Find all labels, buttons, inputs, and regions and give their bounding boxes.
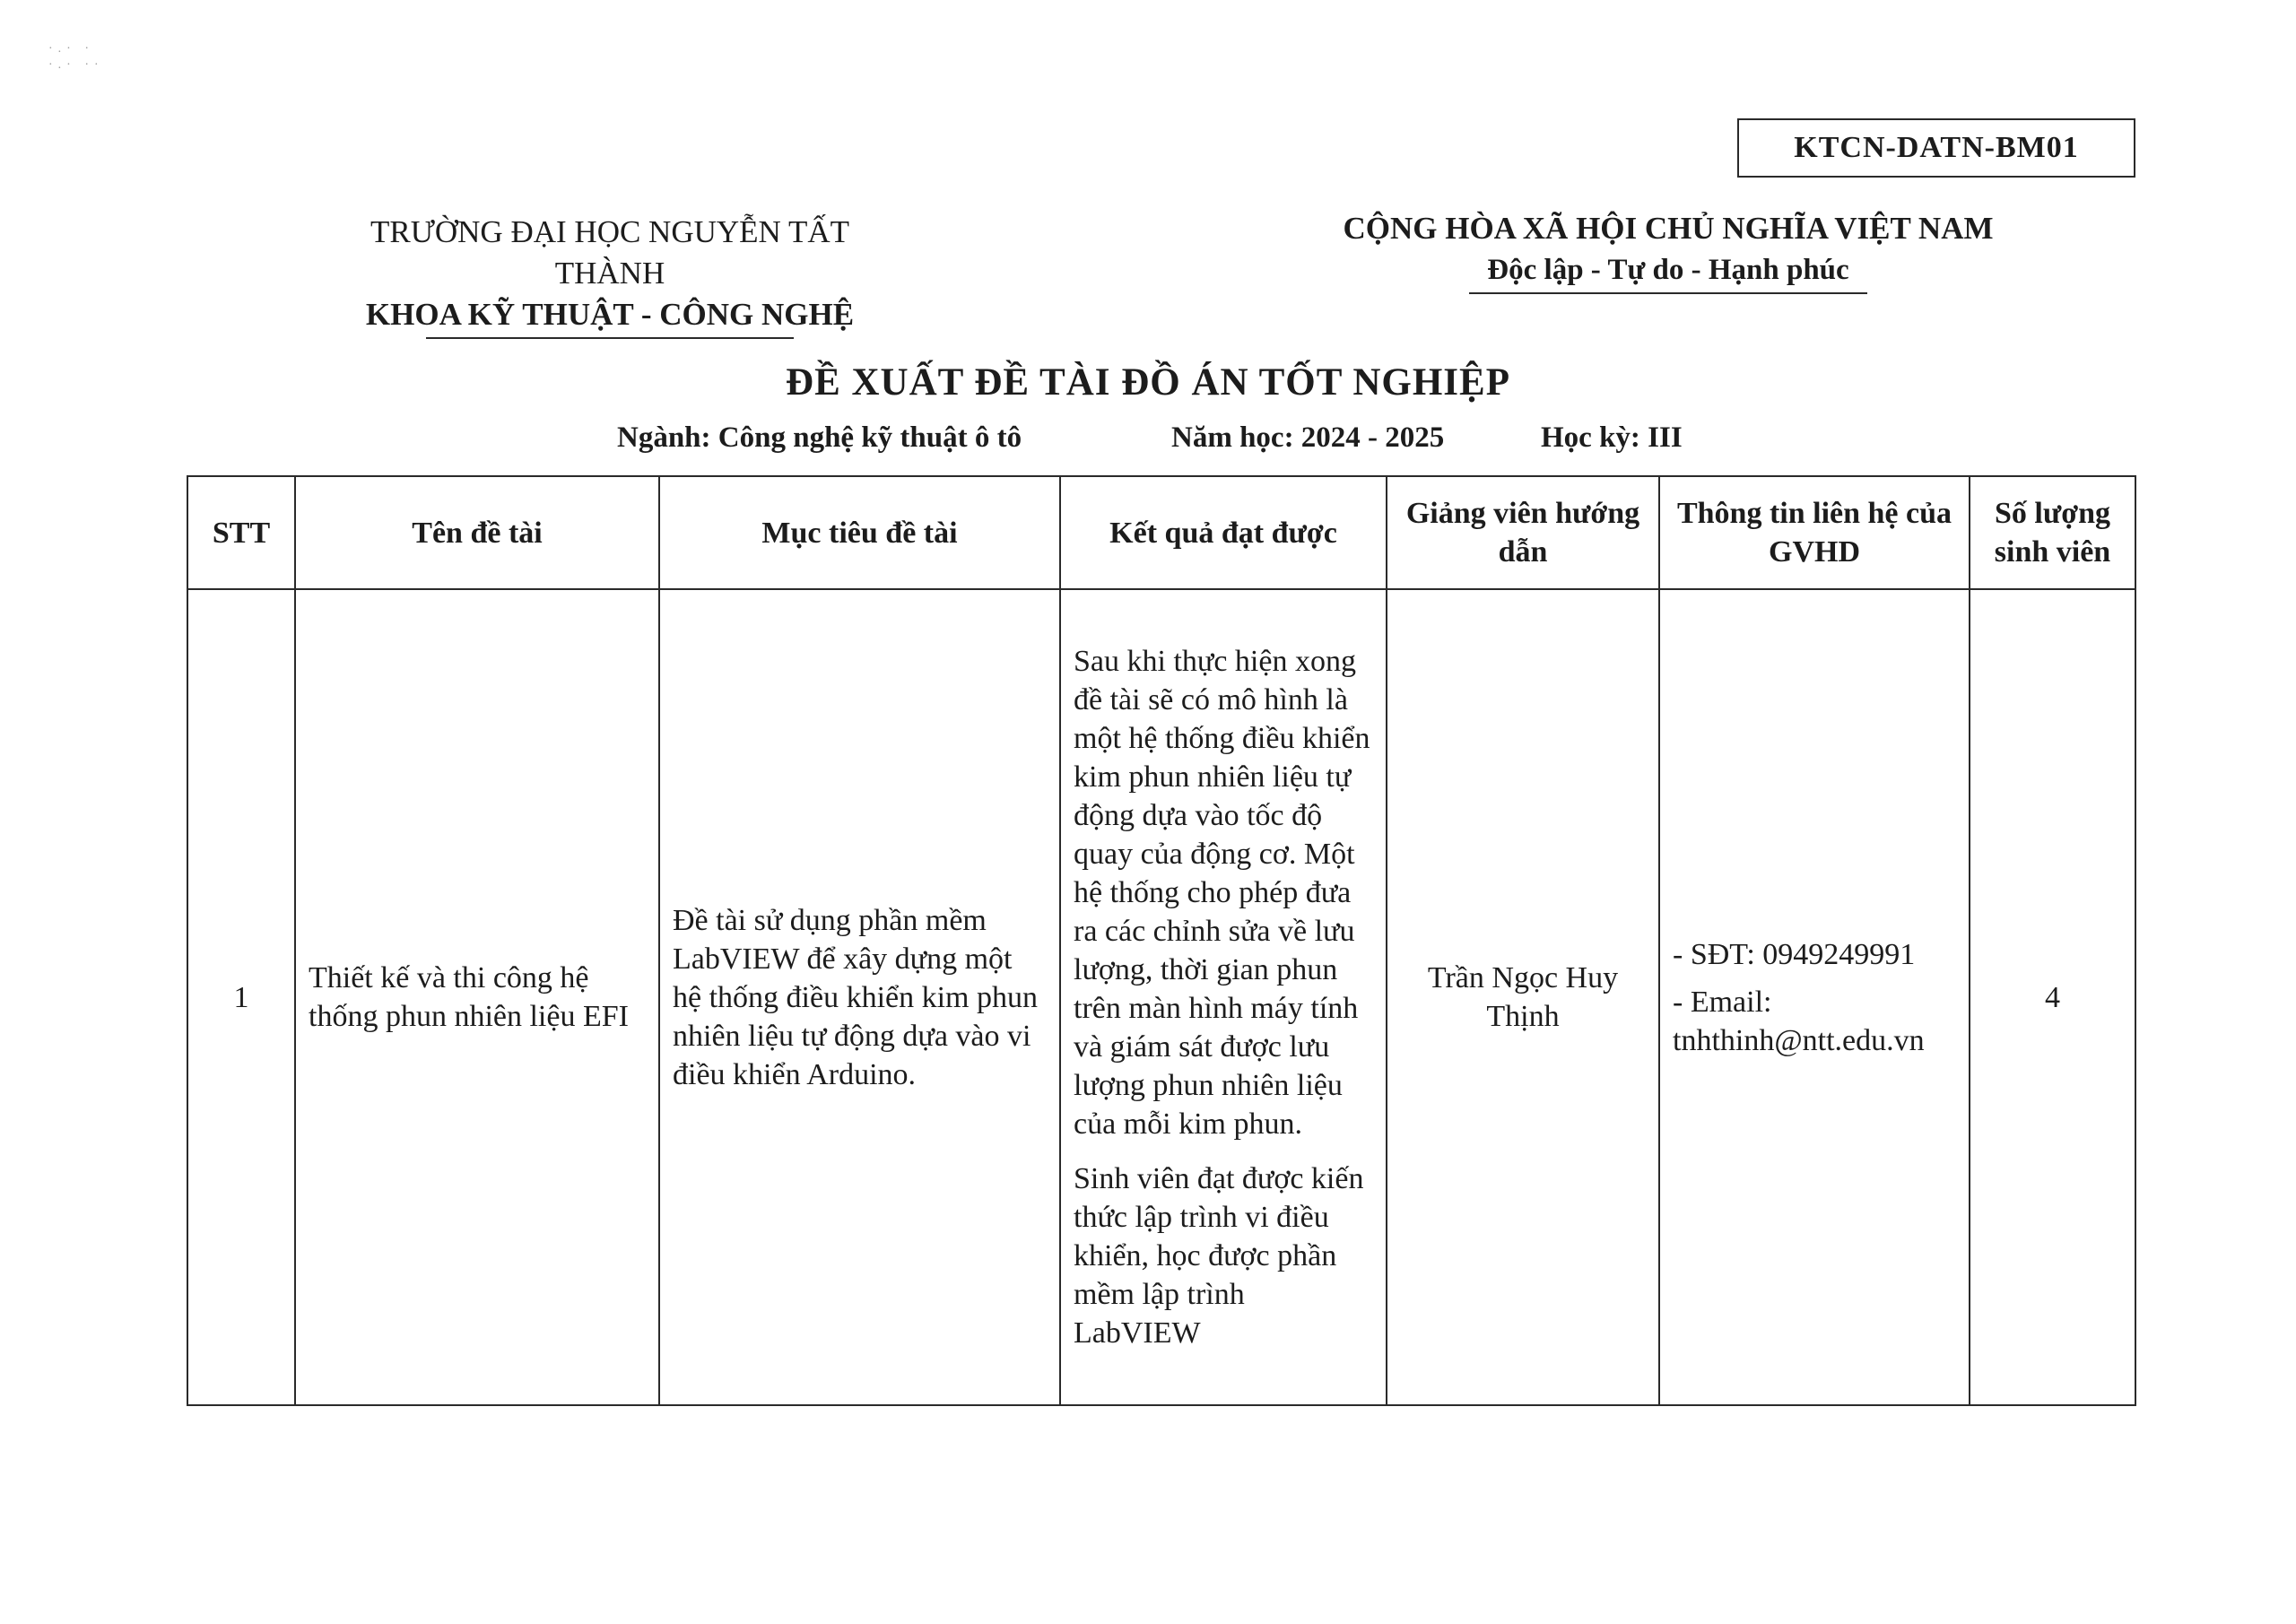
nation-name: CỘNG HÒA XÃ HỘI CHỦ NGHĨA VIỆT NAM — [1343, 211, 1994, 246]
header-contact: Thông tin liên hệ của GVHD — [1659, 476, 1970, 589]
header-stt: STT — [187, 476, 295, 589]
form-code-box: KTCN-DATN-BM01 — [1737, 118, 2135, 178]
cell-advisor: Trần Ngọc Huy Thịnh — [1387, 589, 1659, 1405]
header-advisor: Giảng viên hướng dẫn — [1387, 476, 1659, 589]
header-objective: Mục tiêu đề tài — [659, 476, 1060, 589]
cell-contact — [1659, 589, 1970, 1405]
topics-table — [187, 475, 2136, 1406]
motto-underline — [1469, 292, 1867, 294]
national-header — [1292, 208, 2045, 294]
institution-header — [341, 212, 879, 339]
cell-objective: Đề tài sử dụng phần mềm LabVIEW để xây dựng một hệ thống điều khiển kim phun nhiên liệu tự động dựa vào vi điều khiển Arduino. — [659, 589, 1060, 1405]
term-label: Học kỳ: III — [1541, 421, 1683, 454]
header-result: Kết quả đạt được — [1060, 476, 1387, 589]
school-year-label: Năm học: 2024 - 2025 — [1171, 421, 1445, 454]
school-name: TRƯỜNG ĐẠI HỌC NGUYỄN TẤT THÀNH — [370, 214, 849, 291]
header-topic: Tên đề tài — [295, 476, 659, 589]
cell-students: 4 — [1970, 589, 2135, 1405]
faculty-name: KHOA KỸ THUẬT - CÔNG NGHỆ — [365, 297, 855, 332]
header-students: Số lượng sinh viên — [1970, 476, 2135, 589]
result-paragraph-1: Sau khi thực hiện xong đề tài sẽ có mô hình là một hệ thống điều khiển kim phun nhiên liệu tự động dựa vào tốc độ quay của động cơ. Một hệ thống cho phép đưa ra các chỉnh sửa về lưu lượng, thời gian phun trên màn hình máy tính và giám sát được lưu lượng phun nhiên liệu của mỗi kim phun. — [1074, 645, 1370, 1141]
document-title: ĐỀ XUẤT ĐỀ TÀI ĐỒ ÁN TỐT NGHIỆP — [786, 361, 1510, 404]
advisor-email: - Email: tnhthinh@ntt.edu.vn — [1673, 985, 1925, 1057]
cell-result — [1060, 589, 1387, 1405]
result-paragraph-2: Sinh viên đạt được kiến thức lập trình vi điều khiển, học được phần mềm lập trình LabVIEW — [1074, 1162, 1364, 1350]
scan-noise: ·.· · ·.· ·· — [48, 42, 104, 72]
advisor-phone: - SĐT: 0949249991 — [1673, 937, 1916, 971]
table-header-row — [187, 476, 2135, 589]
cell-topic: Thiết kế và thi công hệ thống phun nhiên liệu EFI — [295, 589, 659, 1405]
table-row — [187, 589, 2135, 1405]
faculty-underline — [426, 337, 794, 339]
national-motto: Độc lập - Tự do - Hạnh phúc — [1487, 254, 1849, 286]
cell-stt: 1 — [187, 589, 295, 1405]
major-label: Ngành: Công nghệ kỹ thuật ô tô — [617, 421, 1022, 454]
